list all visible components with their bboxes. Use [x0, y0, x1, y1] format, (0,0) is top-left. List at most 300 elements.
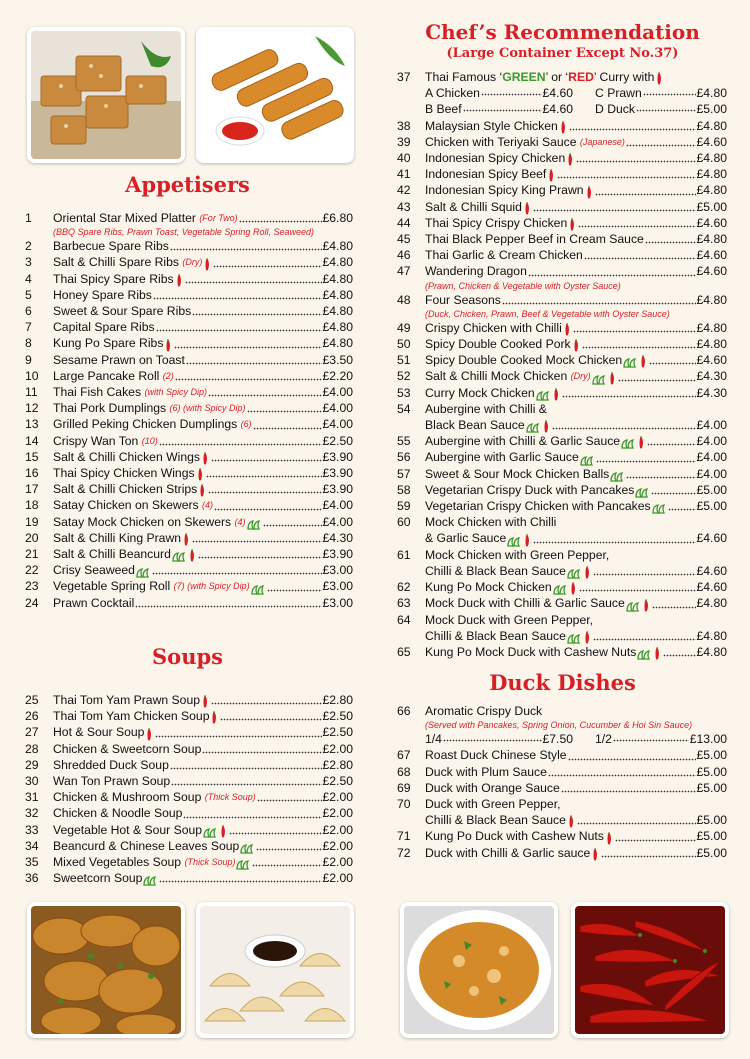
item-price: £4.00 [322, 417, 353, 432]
item-note: (4) [202, 500, 214, 511]
vegetarian-icon [567, 569, 581, 579]
dot-leader [593, 630, 696, 641]
dot-leader [263, 516, 322, 527]
menu-item-7 [25, 319, 353, 335]
item-number: 32 [25, 806, 39, 821]
item-name: Salt & Chilli Mock Chicken [425, 369, 568, 384]
item-note: (2) [162, 370, 174, 381]
dot-leader [174, 338, 321, 349]
item-number: 21 [25, 547, 39, 562]
dot-leader [596, 452, 696, 463]
item-name: Mock Duck with Chilli & Garlic Sauce [425, 596, 625, 611]
menu-item-64 [397, 612, 727, 628]
item-number: 70 [397, 797, 411, 812]
dot-leader [211, 451, 322, 462]
chefs-list [397, 69, 727, 660]
item-price: £2.80 [322, 693, 353, 707]
menu-item-28 [25, 741, 353, 757]
menu-item-36 [25, 870, 353, 886]
item-number: 68 [397, 764, 411, 779]
item-price: £4.80 [322, 271, 353, 286]
item-number: 60 [397, 515, 411, 530]
item-number: 61 [397, 547, 411, 562]
menu-item-2 [25, 238, 353, 254]
item-price: £4.00 [322, 385, 353, 400]
chili-icon [592, 848, 598, 861]
item-price: £2.50 [322, 725, 353, 740]
item-price: £4.80 [696, 167, 727, 182]
item-price: £2.00 [322, 838, 353, 853]
duck-options-row: 1/4 £7.50 1/2 £13.00 [425, 732, 727, 747]
menu-item-20 [25, 530, 353, 546]
chili-icon [189, 549, 195, 562]
item-price: £4.80 [696, 292, 727, 307]
duck-list [397, 703, 727, 861]
item-number: 26 [25, 709, 39, 724]
item-name: Thai Pork Dumplings [53, 401, 167, 416]
item-name: Duck with Orange Sauce [425, 780, 560, 795]
item-price: £2.00 [322, 855, 353, 870]
item-note: (7) (with Spicy Dip) [173, 581, 250, 592]
item-name: Kung Po Spare Ribs [53, 336, 164, 351]
item-number: 16 [25, 466, 39, 481]
item-price: £2.00 [322, 871, 353, 886]
chili-icon [567, 153, 573, 166]
menu-item-14 [25, 433, 353, 449]
item-price: £4.00 [322, 498, 353, 513]
item-number: 29 [25, 757, 39, 772]
item-number: 37 [397, 70, 411, 84]
chili-icon [176, 274, 182, 287]
menu-item-42 [397, 182, 727, 198]
item-price: £4.80 [322, 304, 353, 319]
menu-item-6 [25, 303, 353, 319]
item-price: £4.80 [696, 118, 727, 133]
item-name: Satay Mock Chicken on Skewers [53, 514, 232, 529]
dot-leader [206, 467, 322, 478]
menu-item-61 [397, 547, 727, 563]
item-name: Thai Spicy Spare Ribs [53, 271, 174, 286]
item-number: 48 [397, 292, 411, 307]
item-number: 22 [25, 563, 39, 578]
item-description: (Prawn, Chicken & Vegetable with Oyster Sauce) [425, 280, 621, 291]
chili-icon [204, 258, 210, 271]
item-number: 56 [397, 450, 411, 465]
item-price: £4.00 [696, 434, 727, 449]
dot-leader [175, 370, 322, 381]
menu-item-43 [397, 199, 727, 215]
item-price: £4.80 [696, 337, 727, 352]
dot-leader [668, 500, 696, 511]
chili-icon [638, 436, 644, 449]
dot-leader [183, 808, 321, 819]
menu-item-50 [397, 336, 727, 352]
dot-leader [267, 581, 322, 592]
item-number: 30 [25, 774, 39, 789]
item-name: Duck with Green Pepper, [425, 797, 561, 812]
item-number: 41 [397, 167, 411, 182]
chili-icon [654, 647, 660, 660]
vegetarian-icon [553, 585, 567, 595]
menu-item-26 [25, 708, 353, 724]
menu-item-54-continued [397, 417, 727, 433]
chili-icon [568, 815, 574, 828]
dot-leader [569, 120, 696, 131]
menu-item-67 [397, 747, 727, 763]
item-name: Indonesian Spicy Chicken [425, 151, 566, 166]
chili-icon [199, 484, 205, 497]
item-name: Thai Spicy Crispy Chicken [425, 215, 568, 230]
item-price: £5.00 [696, 780, 727, 795]
item-name: Thai Tom Yam Chicken Soup [53, 709, 210, 724]
item-price: £3.50 [322, 352, 353, 367]
item-price: £4.30 [322, 530, 353, 545]
item-price: £4.60 [696, 353, 727, 368]
item-name: Kung Po Mock Duck with Cashew Nuts [425, 644, 637, 659]
item-price: £5.00 [696, 813, 727, 828]
item-price: £4.80 [696, 644, 727, 659]
vegetarian-icon [580, 456, 594, 466]
menu-item-11 [25, 384, 353, 400]
item-number: 50 [397, 337, 411, 352]
chili-icon [543, 420, 549, 433]
item-price: £4.80 [696, 320, 727, 335]
item-number: 18 [25, 498, 39, 513]
item-name-continued: Black Bean Sauce [425, 418, 525, 433]
item-number: 4 [25, 271, 32, 286]
dot-leader [185, 273, 322, 284]
chili-icon [643, 599, 649, 612]
item-name: Duck with Chilli & Garlic sauce [425, 845, 591, 860]
item-price: £2.00 [322, 822, 353, 837]
dot-leader [528, 266, 696, 277]
item-description: (BBQ Spare Ribs, Prawn Toast, Vegetable Spring Roll, Seaweed) [53, 227, 314, 238]
item-name: Sweet & Sour Spare Ribs [53, 304, 192, 319]
item-name: Beancurd & Chinese Leaves Soup [53, 838, 240, 853]
item-name: Crisy Seaweed [53, 563, 135, 578]
item-name: Thai Spicy Chicken Wings [53, 466, 195, 481]
item-name: Thai Fish Cakes [53, 385, 142, 400]
vegetarian-icon [635, 488, 649, 498]
menu-item-37 [397, 69, 727, 85]
menu-item-53 [397, 385, 727, 401]
item-name: Grilled Peking Chicken Dumplings [53, 417, 238, 432]
item-price: £4.80 [696, 596, 727, 611]
item-price: £4.30 [696, 385, 727, 400]
menu-item-34 [25, 838, 353, 854]
vegetarian-icon [526, 423, 540, 433]
item-number: 39 [397, 134, 411, 149]
vegetarian-icon [652, 504, 666, 514]
menu-item-48 [397, 292, 727, 308]
item-name: Chicken & Sweetcorn Soup [53, 741, 202, 756]
menu-item-1 [25, 210, 353, 226]
item-number: 72 [397, 845, 411, 860]
chili-icon [569, 218, 575, 231]
dot-leader [257, 791, 322, 802]
item-number: 24 [25, 595, 39, 610]
item-price: £2.80 [322, 757, 353, 772]
dot-leader [152, 564, 322, 575]
item-number: 12 [25, 401, 39, 416]
menu-item-29 [25, 757, 353, 773]
photo-spring-rolls [196, 27, 354, 163]
item-note: (Japanese) [579, 136, 625, 147]
item-price: £2.00 [322, 741, 353, 756]
item-name: Vegetable Hot & Sour Soup [53, 822, 203, 837]
item-price: £2.50 [322, 774, 353, 789]
item-name: Salt & Chilli Beancurd [53, 547, 171, 562]
menu-item-8 [25, 335, 353, 351]
item-number: 17 [25, 482, 39, 497]
chili-icon [564, 323, 570, 336]
photo-chicken-wings [27, 902, 185, 1038]
item-number: 33 [25, 822, 39, 837]
item-price: £4.80 [322, 336, 353, 351]
item-number: 34 [25, 838, 39, 853]
item-name: Large Pancake Roll [53, 368, 160, 383]
dot-leader [155, 727, 321, 738]
item-number: 13 [25, 417, 39, 432]
dot-leader [192, 532, 321, 543]
item-price: £4.60 [696, 531, 727, 546]
item-number: 3 [25, 255, 32, 270]
dot-leader [252, 856, 321, 867]
menu-item-13 [25, 416, 353, 432]
item-name: Barbecue Spare Ribs [53, 239, 169, 254]
dot-leader [213, 257, 321, 268]
item-name: Sweetcorn Soup [53, 871, 143, 886]
item-number: 51 [397, 353, 411, 368]
item-note: (Thick Soup) [204, 792, 256, 803]
dot-leader [171, 775, 321, 786]
item-name: Duck with Plum Sauce [425, 764, 547, 779]
dot-leader [198, 548, 322, 559]
dot-leader [649, 354, 695, 365]
menu-item-21 [25, 546, 353, 562]
item-name: Chicken with Teriyaki Sauce [425, 134, 577, 149]
item-name: Indonesian Spicy Beef [425, 167, 547, 182]
item-number: 6 [25, 304, 32, 319]
chili-icon [524, 202, 530, 215]
menu-item-3 [25, 254, 353, 270]
item-name: Wan Ton Prawn Soup [53, 774, 171, 789]
item-name: Kung Po Duck with Cashew Nuts [425, 829, 604, 844]
item-name: Chicken & Noodle Soup [53, 806, 183, 821]
item-name: Oriental Star Mixed Platter [53, 211, 196, 225]
item-name: Salt & Chilli Chicken Wings [53, 449, 200, 464]
menu-item-5 [25, 287, 353, 303]
menu-item-45 [397, 231, 727, 247]
item-number: 20 [25, 530, 39, 545]
item-note: (For Two) [199, 213, 238, 223]
item-name-continued: Chilli & Black Bean Sauce [425, 628, 566, 643]
vegetarian-icon [536, 391, 550, 401]
item-price: £5.00 [696, 845, 727, 860]
dot-leader [548, 766, 696, 777]
curry-options-row-1: A Chicken £4.60 C Prawn £4.80 [425, 86, 727, 101]
item-number: 1 [25, 211, 32, 225]
item-number: 69 [397, 780, 411, 795]
item-number: 11 [25, 385, 38, 400]
menu-item-49 [397, 320, 727, 336]
item-price: £4.80 [696, 151, 727, 166]
dot-leader [579, 581, 696, 592]
item-price: £4.80 [322, 287, 353, 302]
dot-leader [253, 419, 322, 430]
item-number: 64 [397, 612, 411, 627]
item-name: Aubergine with Chilli & [425, 401, 547, 416]
menu-item-64-continued [397, 628, 727, 644]
item-price: £5.00 [696, 748, 727, 763]
item-price: £4.60 [696, 248, 727, 263]
item-price: £3.90 [322, 466, 353, 481]
chili-icon [560, 121, 566, 134]
menu-item-62 [397, 579, 727, 595]
item-price: £4.00 [322, 401, 353, 416]
vegetarian-icon [240, 844, 254, 854]
item-number: 7 [25, 320, 32, 335]
curry-options-row-2: B Beef £4.60 D Duck £5.00 [425, 102, 727, 117]
item-price: £4.60 [696, 215, 727, 230]
chili-icon [165, 339, 171, 352]
menu-item-18 [25, 497, 353, 513]
item-name-continued: Chilli & Black Bean Sauce [425, 813, 566, 828]
menu-item-54 [397, 401, 727, 417]
vegetarian-icon [637, 650, 651, 660]
dot-leader [533, 533, 695, 544]
item-number: 38 [397, 118, 411, 133]
item-note: (Dry) [182, 257, 203, 268]
vegetarian-icon [623, 358, 637, 368]
item-name: Aubergine with Garlic Sauce [425, 450, 579, 465]
item-price: £2.00 [322, 806, 353, 821]
menu-item-66 [397, 703, 727, 719]
dot-leader [584, 249, 696, 260]
item-price: £4.30 [696, 369, 727, 384]
item-name: Indonesian Spicy King Prawn [425, 183, 584, 198]
dot-leader [247, 402, 322, 413]
soups-title: Soups [152, 644, 223, 669]
dot-leader [256, 840, 321, 851]
dot-leader [615, 831, 696, 842]
dot-leader [208, 386, 322, 397]
item-name-continued: & Garlic Sauce [425, 531, 507, 546]
item-name: Kung Po Mock Chicken [425, 580, 552, 595]
item-name: Thai Famous ‘GREEN’ or ‘RED’ Curry with [425, 70, 655, 84]
item-name: Satay Chicken on Skewers [53, 498, 199, 513]
menu-item-12 [25, 400, 353, 416]
menu-item-22 [25, 562, 353, 578]
menu-item-56 [397, 449, 727, 465]
item-name: Wandering Dragon [425, 264, 527, 279]
dot-leader [239, 212, 322, 223]
item-number: 5 [25, 287, 32, 302]
dot-leader [595, 185, 696, 196]
dot-leader [192, 305, 321, 316]
menu-item-10 [25, 368, 353, 384]
item-name: Sesame Prawn on Toast [53, 352, 185, 367]
item-name: Malaysian Style Chicken [425, 118, 558, 133]
item-price: £4.60 [696, 264, 727, 279]
vegetarian-icon [172, 552, 186, 562]
menu-item-38 [397, 118, 727, 134]
menu-item-27 [25, 724, 353, 740]
item-number: 63 [397, 596, 411, 611]
item-price: £4.00 [696, 466, 727, 481]
item-price: £5.00 [696, 829, 727, 844]
item-number: 8 [25, 336, 32, 351]
vegetarian-icon [626, 602, 640, 612]
item-number: 67 [397, 748, 411, 763]
item-number: 36 [25, 871, 39, 886]
dot-leader [208, 483, 321, 494]
menu-item-31 [25, 789, 353, 805]
menu-item-23 [25, 578, 353, 594]
chefs-recommendation-title: Chef’s Recommendation [425, 20, 700, 44]
item-name: Salt & Chilli Spare Ribs [53, 255, 179, 270]
item-name: Mock Duck with Green Pepper, [425, 612, 593, 627]
menu-item-25 [25, 692, 353, 708]
item-name: Capital Spare Ribs [53, 320, 155, 335]
menu-item-68 [397, 764, 727, 780]
dot-leader [582, 338, 696, 349]
item-number: 54 [397, 401, 411, 416]
item-price: £6.80 [322, 211, 353, 225]
chili-icon [570, 582, 576, 595]
item-number: 55 [397, 434, 411, 449]
menu-item-30 [25, 773, 353, 789]
dot-leader [577, 814, 696, 825]
photo-red-chillies [571, 902, 729, 1038]
dot-leader [159, 872, 321, 883]
vegetarian-icon [143, 876, 157, 886]
item-price: £4.80 [322, 255, 353, 270]
item-price: £4.00 [696, 418, 727, 433]
menu-item-60-continued [397, 530, 727, 546]
item-name: Chicken & Mushroom Soup [53, 790, 202, 805]
duck-dishes-title: Duck Dishes [489, 670, 636, 695]
chili-icon [548, 169, 554, 182]
dot-leader [229, 824, 321, 835]
vegetarian-icon [247, 520, 261, 530]
item-name: Thai Tom Yam Prawn Soup [53, 693, 200, 707]
dot-leader [593, 565, 696, 576]
chili-icon [656, 72, 662, 85]
item-price: £4.80 [696, 232, 727, 247]
item-number: 10 [25, 368, 39, 383]
photo-curry [400, 902, 558, 1038]
chili-icon [524, 534, 530, 547]
chili-icon [584, 631, 590, 644]
dot-leader [552, 419, 696, 430]
item-note: (with Spicy Dip) [144, 387, 207, 398]
item-name: Aubergine with Chilli & Garlic Sauce [425, 434, 621, 449]
item-number: 15 [25, 449, 39, 464]
vegetarian-icon [136, 568, 150, 578]
item-name: Salt & Chilli King Prawn [53, 530, 182, 545]
soups-list [25, 692, 353, 886]
item-price: £2.50 [322, 433, 353, 448]
chili-icon [197, 468, 203, 481]
chili-icon [609, 372, 615, 385]
menu-item-72 [397, 845, 727, 861]
item-price: £3.00 [322, 579, 353, 594]
dot-leader [159, 435, 322, 446]
dot-leader [626, 136, 696, 147]
item-number: 9 [25, 352, 32, 367]
menu-item-24 [25, 595, 353, 611]
